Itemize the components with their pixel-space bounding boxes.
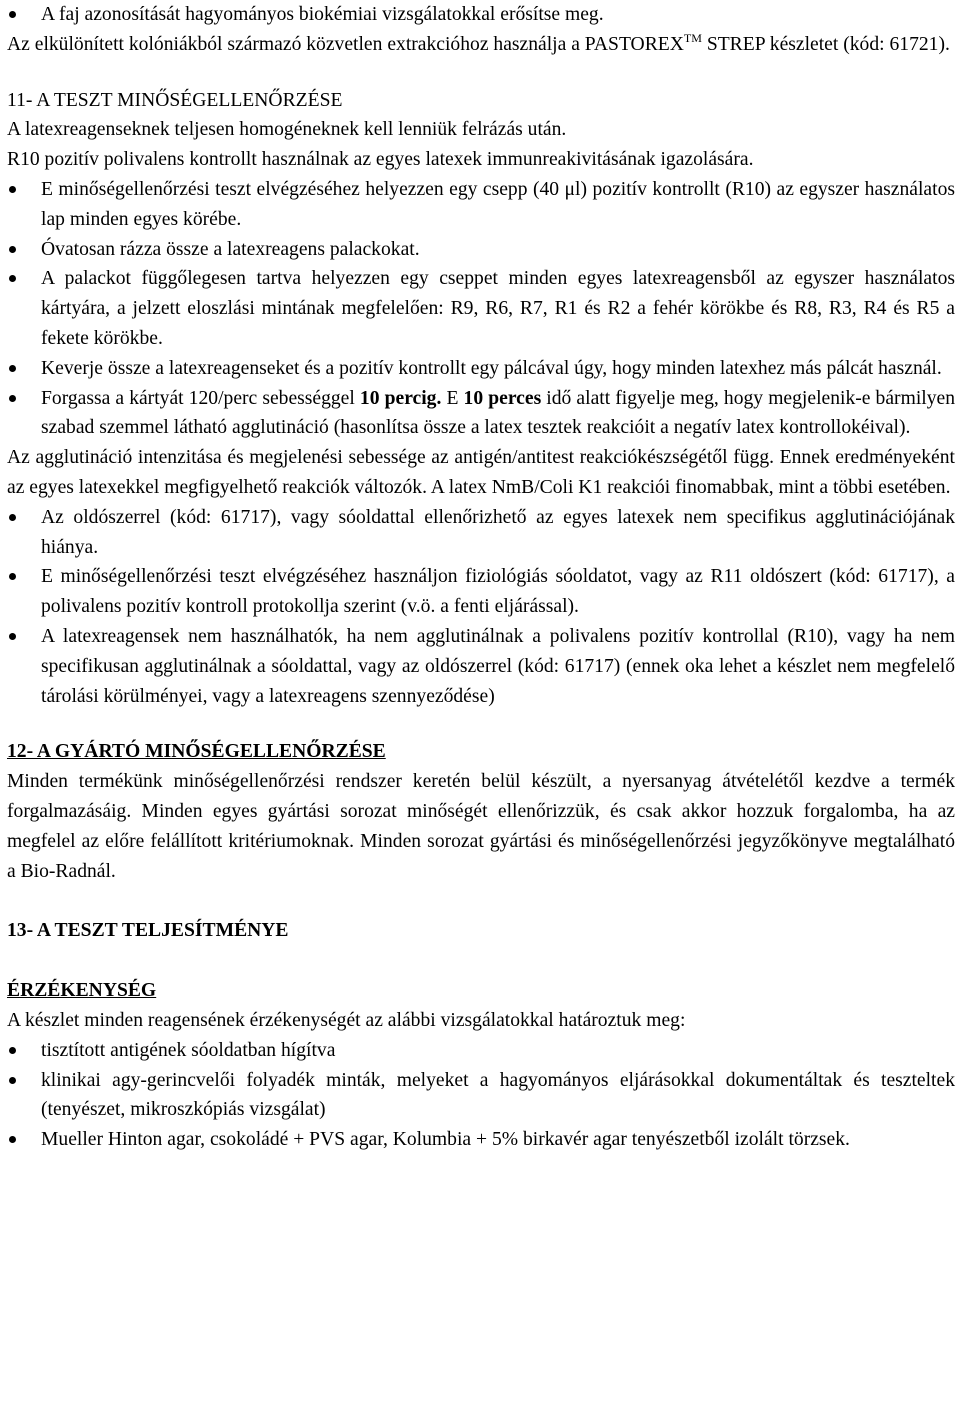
bullet-biochemical: A faj azonosítását hagyományos biokémiai vizsgálatokkal erősítse meg. xyxy=(7,0,955,30)
section-13-intro: A készlet minden reagensének érzékenységét az alábbi vizsgálatokkal határoztuk meg: xyxy=(7,1009,686,1031)
section-12-para: Minden termékünk minőségellenőrzési rendszer keretén belül készült, a nyersanyag átvételétől kezdve a termék forgalmazásáig. Minden egyes gyártási sorozat minőségét ellenőrizzük, és csak akkor hozzuk forgalomba, ha az megfelel az előre felállított kritériumoknak. Minden sorozat gyártási és minőségellenőrzési jegyzőkönyve megtalálható a Bio-Radnál. xyxy=(7,771,955,882)
top-bullet-list xyxy=(7,0,955,30)
list-item: A latexreagensek nem használhatók, ha nem agglutinálnak a polivalens pozitív kontrollal (R10), vagy ha nem specifikusan agglutinálnak a sóoldattal, vagy az oldószerrel (kód: 61717) (ennek oka lehet a készlet nem megfelelő tárolási körülményei, vagy a latexreagens szennyeződése) xyxy=(7,622,955,711)
section-11-bullets xyxy=(7,175,955,443)
list-item: E minőségellenőrzési teszt elvégzéséhez helyezzen egy csepp (40 μl) pozitív kontrollt (R10) az egyszer használatos lap minden egyes körébe. xyxy=(7,175,955,235)
section-13-subtitle: ÉRZÉKENYSÉG xyxy=(7,980,157,1002)
list-item: Keverje össze a latexreagenseket és a pozitív kontrollt egy pálcával úgy, hogy minden latexhez más pálcát használ. xyxy=(7,354,955,384)
section-11-bullets-2 xyxy=(7,503,955,712)
trademark-sup: TM xyxy=(683,30,702,45)
extraction-paragraph: Az elkülönített kolóniákból származó közvetlen extrakcióhoz használja a PASTOREX™ STREP készletet (kód: 61721). xyxy=(7,30,950,55)
list-item: Óvatosan rázza össze a latexreagens palackokat. xyxy=(7,235,955,265)
list-item: klinikai agy-gerincvelői folyadék minták, melyeket a hagyományos eljárásokkal dokumentáltak és teszteltek (tenyészet, mikroszkópiás vizsgálat) xyxy=(7,1066,955,1126)
section-11-para-1: A latexreagenseknek teljesen homogéneknek kell lenniük felrázás után. xyxy=(7,119,567,141)
section-13-title: 13- A TESZT TELJESÍTMÉNYE xyxy=(7,920,289,942)
section-11-title: 11- A TESZT MINŐSÉGELLENŐRZÉSE xyxy=(7,89,343,111)
list-item: E minőségellenőrzési teszt elvégzéséhez használjon fiziológiás sóoldatot, vagy az R11 oldószert (kód: 61717), a polivalens pozitív kontroll protokollja szerint (v.ö. a fenti eljárással). xyxy=(7,562,955,622)
section-11-para-2: R10 pozitív polivalens kontrollt használnak az egyes latexek immunreakivitásának igazolására. xyxy=(7,149,754,171)
section-12-title: 12- A GYÁRTÓ MINŐSÉGELLENŐRZÉSE xyxy=(7,741,386,763)
section-11-para-3: Az agglutináció intenzitása és megjelenési sebessége az antigén/antitest reakciókészségétől függ. Ennek eredményeként az egyes latexekkel megfigyelhető reakciók változók. A latex NmB/Coli K1 reakciói finomabbak, mint a többi esetében. xyxy=(7,447,955,498)
section-13-bullets xyxy=(7,1036,955,1155)
list-item: tisztított antigének sóoldatban hígítva xyxy=(7,1036,955,1066)
list-item: A palackot függőlegesen tartva helyezzen egy cseppet minden egyes latexreagensből az egyszer használatos kártyára, a jelzett eloszlási mintának megfelelően: R9, R6, R7, R1 és R2 a fehér körökbe és R8, R3, R4 és R5 a fekete körökbe. xyxy=(7,264,955,353)
list-item: Az oldószerrel (kód: 61717), vagy sóoldattal ellenőrizhető az egyes latexek nem specifikus agglutinációjának hiánya. xyxy=(7,503,955,563)
list-item-rotate: Forgassa a kártyát 120/perc sebességgel 10 percig. E 10 perces idő alatt figyelje meg, hogy megjelenik-e bármilyen szabad szemmel látható agglutináció (hasonlítsa össze a latex tesztek reakcióit a negatív latex kontrollokéival). xyxy=(7,384,955,444)
list-item: Mueller Hinton agar, csokoládé + PVS agar, Kolumbia + 5% birkavér agar tenyészetből izolált törzsek. xyxy=(7,1125,955,1155)
